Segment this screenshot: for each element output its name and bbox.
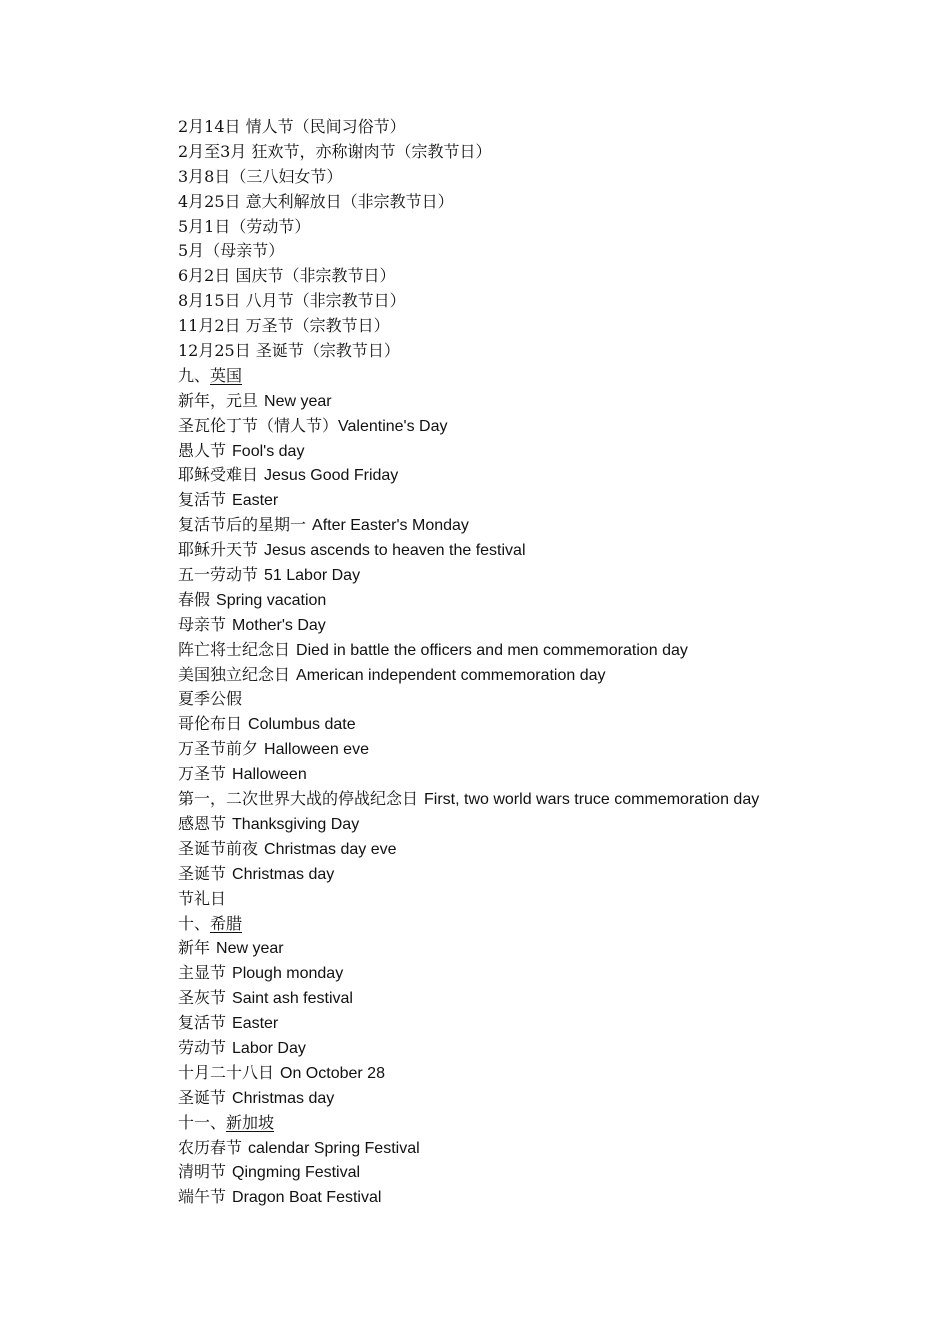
list-item: [178, 712, 878, 737]
list-item: [178, 463, 878, 488]
holiday-name: 国庆节（非宗教节日）: [235, 266, 396, 286]
holiday-en: Spring vacation: [216, 591, 327, 609]
list-item: [178, 115, 878, 140]
holiday-zh: 圣诞节前夜: [178, 838, 259, 858]
holiday-list: [178, 115, 878, 1210]
holiday-en: Columbus date: [248, 716, 356, 734]
holiday-en: Easter: [232, 492, 279, 510]
holiday-en: Christmas day: [232, 865, 335, 883]
holiday-name: （劳动节）: [230, 216, 311, 236]
list-item: [178, 663, 878, 688]
holiday-zh: 十月二十八日: [178, 1062, 275, 1082]
holiday-en: Christmas day: [232, 1089, 335, 1107]
holiday-zh: 母亲节: [178, 614, 227, 634]
holiday-en: New year: [216, 940, 284, 958]
holiday-en: 51 Labor Day: [264, 567, 361, 585]
holiday-zh: 新年，元旦: [178, 390, 259, 410]
list-item: [178, 986, 878, 1011]
holiday-date: 12月25日: [178, 341, 251, 361]
list-item: [178, 215, 878, 240]
list-item: [178, 165, 878, 190]
list-item: [178, 887, 878, 912]
holiday-zh: 圣诞节: [178, 1087, 227, 1107]
holiday-date: 2月14日: [178, 117, 241, 136]
holiday-name: （母亲节）: [204, 241, 285, 261]
list-item: [178, 190, 878, 215]
holiday-zh: 端午节: [178, 1187, 227, 1207]
holiday-zh: 圣灰节: [178, 988, 227, 1008]
holiday-en: calendar Spring Festival: [248, 1139, 420, 1157]
holiday-en: Jesus ascends to heaven the festival: [264, 542, 526, 560]
holiday-name: 意大利解放日（非宗教节日）: [245, 191, 454, 211]
holiday-date: 6月2日: [178, 266, 231, 286]
section-heading-uk: [178, 364, 878, 389]
holiday-date: 5月: [178, 241, 205, 261]
list-item: [178, 812, 878, 837]
section-number: 十、: [178, 913, 211, 933]
holiday-en: Fool's day: [232, 442, 305, 460]
holiday-en: Qingming Festival: [232, 1164, 361, 1182]
holiday-en: First, two world wars truce commemoration day: [424, 791, 760, 809]
holiday-zh: 劳动节: [178, 1037, 227, 1057]
holiday-en: Died in battle the officers and men commemoration day: [296, 641, 688, 659]
holiday-zh: 复活节后的星期一: [178, 515, 307, 535]
section-heading-singapore: [178, 1111, 878, 1136]
holiday-zh: 清明节: [178, 1162, 227, 1182]
holiday-zh: 美国独立纪念日: [178, 664, 291, 684]
country-link[interactable]: 希腊: [210, 913, 243, 933]
holiday-zh: 阵亡将士纪念日: [178, 639, 291, 659]
list-item: [178, 1136, 878, 1161]
holiday-en: American independent commemoration day: [296, 666, 606, 684]
list-item: [178, 1061, 878, 1086]
list-item: [178, 613, 878, 638]
holiday-en: Mother's Day: [232, 616, 326, 634]
holiday-en: After Easter's Monday: [312, 517, 469, 535]
holiday-name: 八月节（非宗教节日）: [245, 291, 406, 311]
country-link[interactable]: 英国: [210, 365, 243, 385]
list-item: [178, 414, 878, 439]
section-number: 九、: [178, 365, 211, 385]
holiday-name: （三八妇女节）: [230, 166, 343, 186]
holiday-name: 狂欢节，亦称谢肉节（宗教节日）: [251, 141, 492, 161]
list-item: [178, 837, 878, 862]
holiday-zh: 第一，二次世界大战的停战纪念日: [178, 789, 419, 809]
holiday-zh: 圣瓦伦丁节（情人节）: [178, 415, 339, 435]
holiday-en: Halloween eve: [264, 741, 369, 759]
list-item: [178, 140, 878, 165]
holiday-date: 11月2日: [178, 316, 241, 336]
holiday-zh: 耶稣受难日: [178, 465, 259, 485]
list-item: [178, 638, 878, 663]
list-item: [178, 439, 878, 464]
holiday-date: 5月1日: [178, 216, 231, 236]
holiday-zh: 夏季公假: [178, 689, 243, 709]
list-item: [178, 513, 878, 538]
holiday-en: Thanksgiving Day: [232, 815, 360, 833]
list-item: [178, 488, 878, 513]
holiday-en: Easter: [232, 1015, 279, 1033]
list-item: [178, 538, 878, 563]
country-link[interactable]: 新加坡: [226, 1112, 275, 1132]
holiday-en: Saint ash festival: [232, 990, 353, 1008]
list-item: [178, 588, 878, 613]
list-item: [178, 289, 878, 314]
holiday-zh: 五一劳动节: [178, 565, 259, 585]
holiday-en: Plough monday: [232, 965, 344, 983]
list-item: [178, 1086, 878, 1111]
holiday-date: 8月15日: [178, 291, 241, 311]
list-item: [178, 1185, 878, 1210]
holiday-zh: 愚人节: [178, 440, 227, 460]
list-item: [178, 314, 878, 339]
holiday-zh: 节礼日: [178, 888, 227, 908]
list-item: [178, 1036, 878, 1061]
list-item: [178, 961, 878, 986]
holiday-en: New year: [264, 392, 332, 410]
holiday-name: 万圣节（宗教节日）: [245, 316, 390, 336]
holiday-en: Dragon Boat Festival: [232, 1189, 382, 1207]
holiday-zh: 复活节: [178, 490, 227, 510]
holiday-name: 情人节（民间习俗节）: [245, 117, 406, 136]
holiday-zh: 感恩节: [178, 813, 227, 833]
list-item: [178, 936, 878, 961]
holiday-zh: 农历春节: [178, 1137, 243, 1157]
holiday-en: On October 28: [280, 1064, 385, 1082]
list-item: [178, 264, 878, 289]
holiday-en: Jesus Good Friday: [264, 467, 399, 485]
holiday-en: Labor Day: [232, 1039, 306, 1057]
list-item: [178, 737, 878, 762]
holiday-zh: 圣诞节: [178, 863, 227, 883]
list-item: [178, 762, 878, 787]
holiday-en: Halloween: [232, 766, 307, 784]
holiday-zh: 万圣节前夕: [178, 739, 259, 759]
list-item: [178, 239, 878, 264]
holiday-zh: 哥伦布日: [178, 714, 243, 734]
list-item: [178, 1011, 878, 1036]
holiday-zh: 万圣节: [178, 764, 227, 784]
list-item: [178, 389, 878, 414]
list-item: [178, 563, 878, 588]
holiday-name: 圣诞节（宗教节日）: [255, 341, 400, 361]
holiday-date: 3月8日: [178, 166, 231, 186]
list-item: [178, 787, 878, 812]
holiday-zh: 主显节: [178, 963, 227, 983]
holiday-en: Valentine's Day: [338, 417, 448, 435]
section-heading-greece: [178, 912, 878, 937]
list-item: [178, 1160, 878, 1185]
list-item: [178, 862, 878, 887]
holiday-zh: 复活节: [178, 1013, 227, 1033]
list-item: [178, 339, 878, 364]
holiday-zh: 新年: [178, 938, 211, 958]
list-item: [178, 687, 878, 712]
holiday-en: Christmas day eve: [264, 840, 397, 858]
holiday-zh: 耶稣升天节: [178, 540, 259, 560]
holiday-date: 2月至3月: [178, 141, 247, 161]
holiday-zh: 春假: [178, 589, 211, 609]
holiday-date: 4月25日: [178, 191, 241, 211]
section-number: 十一、: [178, 1112, 227, 1132]
